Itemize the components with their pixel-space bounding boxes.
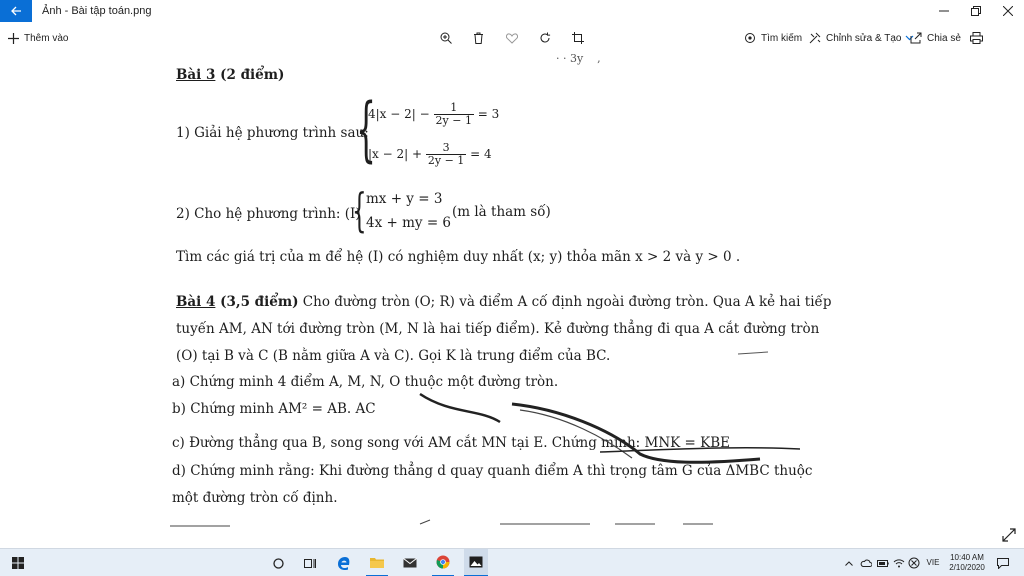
bai4-line-3: (O) tại B và C (B nằm giữa A và C). Gọi K là trung điểm của BC.: [176, 348, 611, 364]
share-label: Chia sẻ: [927, 32, 961, 44]
chevron-up-icon: [845, 561, 853, 566]
bai4-title: Bài 4: [176, 294, 216, 310]
eq2-denominator: 2y − 1: [427, 154, 465, 167]
cortana-button[interactable]: [268, 549, 288, 576]
bai3-points: (2 điểm): [215, 67, 285, 83]
rotate-button[interactable]: [539, 22, 551, 54]
close-icon: [1003, 6, 1013, 16]
start-button[interactable]: [8, 549, 28, 576]
back-arrow-icon: [10, 5, 22, 17]
restore-icon: [971, 6, 981, 16]
system-equation-1: mx + y = 3: [366, 191, 443, 207]
edit-icon: [809, 32, 821, 44]
eq1-right: = 3: [477, 107, 500, 121]
part-c: c) Đường thẳng qua B, song song với AM cắt MN tại E. Chứng minh: MNK = KBE: [172, 435, 730, 451]
eq1-numerator: 1: [434, 102, 474, 115]
photos-app-button[interactable]: [464, 549, 488, 576]
q2-condition: Tìm các giá trị của m để hệ (I) có nghiệm duy nhất (x; y) thỏa mãn x > 2 và y > 0 .: [176, 249, 741, 265]
brace-q1: {: [356, 88, 377, 170]
windows-logo-icon: [12, 557, 24, 569]
scan-mark: · · 3y ,: [556, 54, 601, 65]
crop-button[interactable]: [572, 22, 584, 54]
cloud-icon: [860, 559, 872, 567]
eq2-numerator: 3: [426, 142, 466, 155]
part-a: a) Chứng minh 4 điểm A, M, N, O thuộc một đường tròn.: [172, 374, 559, 390]
search-icon: [744, 32, 756, 44]
zoom-icon: [440, 32, 452, 44]
part-d-line-1: d) Chứng minh rằng: Khi đường thẳng d quay quanh điểm A thì trọng tâm G của ΔMBC thuộc: [172, 463, 813, 479]
rotate-icon: [539, 32, 551, 44]
action-center-button[interactable]: [994, 549, 1012, 576]
print-icon: [970, 32, 983, 44]
bai4-points: (3,5 điểm): [215, 294, 299, 310]
mail-icon: [403, 558, 417, 568]
system-note: (m là tham số): [452, 204, 551, 220]
title-bar: [0, 0, 1024, 22]
clock[interactable]: [946, 549, 988, 576]
task-view-button[interactable]: [300, 549, 320, 576]
brace-q2: {: [352, 183, 367, 237]
restore-button[interactable]: [960, 0, 992, 22]
zoom-button[interactable]: [440, 22, 452, 54]
wifi-tray[interactable]: [892, 549, 906, 576]
battery-icon: [877, 560, 889, 567]
battery-tray[interactable]: [876, 549, 890, 576]
tray-overflow-button[interactable]: [843, 549, 855, 576]
pen-scribble: [0, 54, 1024, 548]
chrome-icon: [436, 555, 450, 569]
eq1-left: 4|x − 2| −: [368, 107, 430, 121]
bai3-title: Bài 3: [176, 67, 216, 83]
add-to-button[interactable]: [8, 22, 68, 54]
heart-icon: [506, 33, 518, 44]
minimize-icon: [939, 6, 949, 16]
close-button[interactable]: [992, 0, 1024, 22]
chrome-button[interactable]: [432, 549, 454, 576]
volume-tray[interactable]: [907, 549, 921, 576]
eq2-right: = 4: [470, 147, 492, 161]
eq1-denominator: 2y − 1: [435, 114, 472, 127]
volume-muted-icon: [908, 557, 920, 569]
search-button[interactable]: [744, 22, 802, 54]
cortana-icon: [273, 558, 284, 569]
edit-create-button[interactable]: [809, 22, 914, 54]
edit-create-label: Chỉnh sửa & Tạo: [826, 32, 902, 44]
add-to-label: Thêm vào: [24, 32, 69, 44]
taskbar: [0, 548, 1024, 576]
share-button[interactable]: [910, 22, 961, 54]
minimize-button[interactable]: [928, 0, 960, 22]
file-explorer-button[interactable]: [366, 549, 388, 576]
document-image: [0, 54, 1024, 548]
notification-icon: [997, 558, 1009, 569]
bai4-line-2: tuyến AM, AN tới đường tròn (M, N là hai tiếp điểm). Kẻ đường thẳng đi qua A cắt đường tròn: [176, 321, 820, 337]
delete-button[interactable]: [473, 22, 484, 54]
onedrive-tray[interactable]: [859, 549, 873, 576]
system-equation-2: 4x + my = 6: [366, 215, 452, 231]
expand-icon[interactable]: [1002, 528, 1016, 542]
eq2-left: |x − 2| +: [368, 147, 423, 161]
share-icon: [910, 32, 922, 44]
plus-icon: [8, 33, 19, 44]
q2-label: 2) Cho hệ phương trình: (I): [176, 206, 361, 222]
q1-label: 1) Giải hệ phương trình sau:: [176, 125, 369, 141]
window-title: Ảnh - Bài tập toán.png: [42, 5, 152, 17]
part-d-line-2: một đường tròn cố định.: [172, 490, 338, 506]
task-view-icon: [304, 558, 316, 569]
search-label: Tìm kiếm: [761, 32, 803, 44]
bai4-text-1: Cho đường tròn (O; R) và điểm A cố định ngoài đường tròn. Qua A kẻ hai tiếp: [298, 294, 832, 310]
mail-button[interactable]: [399, 549, 421, 576]
edge-button[interactable]: [333, 549, 355, 576]
print-button[interactable]: [970, 22, 983, 54]
edge-icon: [337, 556, 351, 570]
wifi-icon: [893, 558, 905, 568]
favorite-button[interactable]: [506, 22, 518, 54]
back-button[interactable]: [0, 0, 32, 22]
input-language[interactable]: VIE: [926, 558, 940, 567]
toolbar: [0, 22, 1024, 54]
crop-icon: [572, 32, 584, 44]
part-b: b) Chứng minh AM² = AB. AC: [172, 401, 376, 417]
folder-icon: [370, 556, 384, 568]
clock-date: 2/10/2020: [949, 563, 985, 572]
photos-icon: [469, 556, 483, 568]
image-canvas[interactable]: [0, 54, 1024, 548]
clock-time: 10:40 AM: [950, 553, 984, 562]
trash-icon: [473, 32, 484, 44]
